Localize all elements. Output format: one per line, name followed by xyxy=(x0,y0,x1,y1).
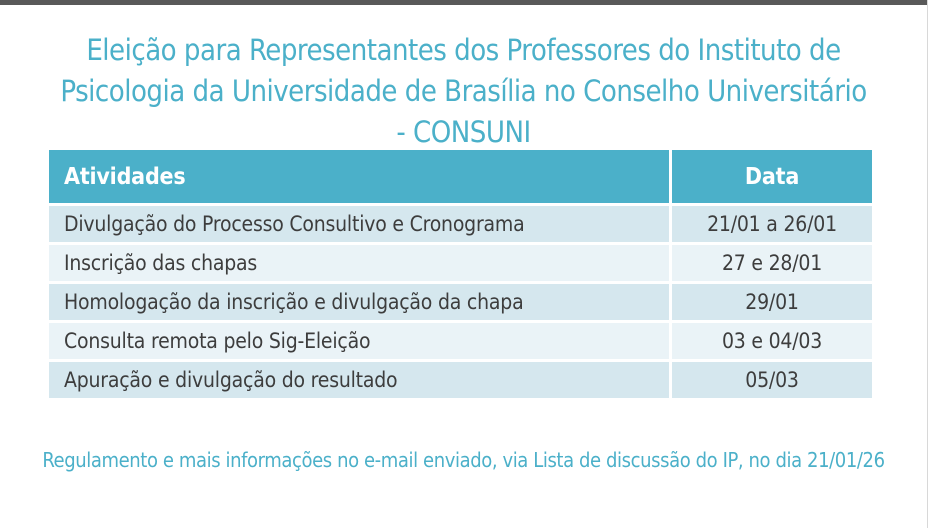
table-row-activity: Homologação da inscrição e divulgação da chapa xyxy=(49,284,669,320)
table-row-date: 29/01 xyxy=(672,284,872,320)
table-row-activity: Consulta remota pelo Sig-Eleição xyxy=(49,323,669,359)
table-row-date: 27 e 28/01 xyxy=(672,245,872,281)
table-row-date: 05/03 xyxy=(672,362,872,398)
table-row-date: 03 e 04/03 xyxy=(672,323,872,359)
page-title xyxy=(0,30,927,153)
footer-note: Regulamento e mais informações no e-mail enviado, via Lista de discussão do IP, no dia 21/01/26 xyxy=(42,448,885,472)
schedule-table xyxy=(49,150,872,398)
column-header-atividades: Atividades xyxy=(49,150,669,203)
table-row-activity: Divulgação do Processo Consultivo e Cronograma xyxy=(49,206,669,242)
title-line-2: Psicologia da Universidade de Brasília no Conselho Universitário xyxy=(60,74,867,108)
title-line-3: - CONSUNI xyxy=(396,115,531,149)
table-row-activity: Apuração e divulgação do resultado xyxy=(49,362,669,398)
table-row-date: 21/01 a 26/01 xyxy=(672,206,872,242)
column-header-data: Data xyxy=(672,150,872,203)
top-border-bar xyxy=(0,0,927,5)
table-row-activity: Inscrição das chapas xyxy=(49,245,669,281)
title-line-1: Eleição para Representantes dos Professores do Instituto de xyxy=(86,33,841,67)
